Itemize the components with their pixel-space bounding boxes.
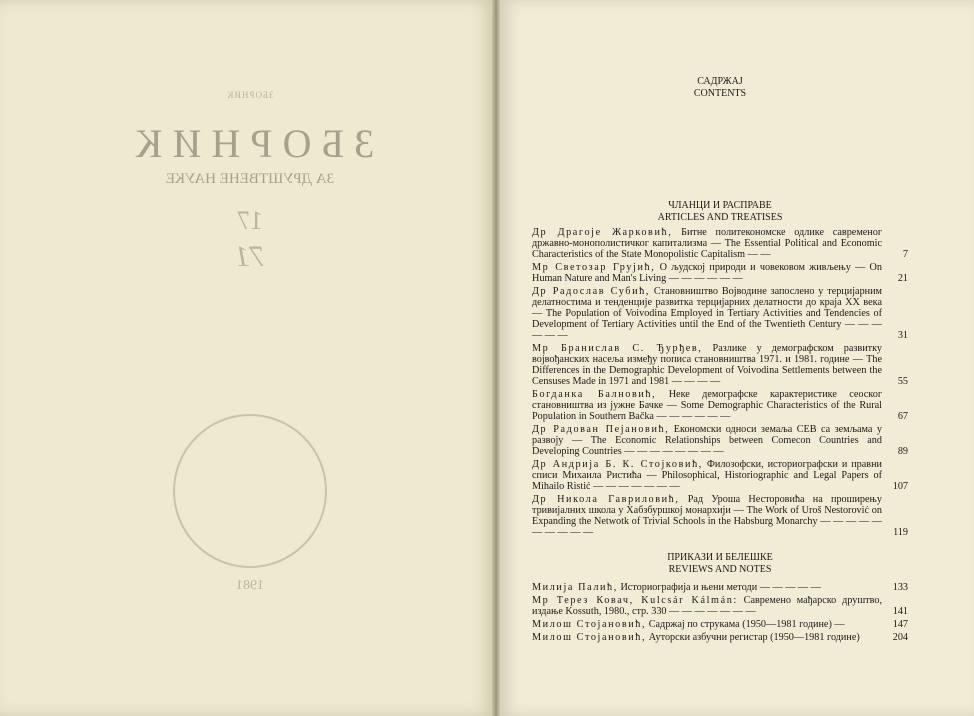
entry-author: Др Андрија Б. К. Стојковић, — [532, 459, 703, 470]
section-title-en: REVIEWS AND NOTES — [668, 564, 772, 575]
toc-entry — [532, 262, 908, 284]
book-gutter — [492, 0, 500, 716]
entry-author: Мр Терез Ковач, Kulcsár Kálmán: — [532, 595, 738, 606]
toc-entry — [532, 424, 908, 457]
entry-author: Милош Стојановић, — [532, 632, 647, 643]
seal-emblem-icon — [173, 414, 327, 568]
toc-entry — [532, 459, 908, 492]
entry-page: 119 — [893, 527, 908, 538]
entry-page: 89 — [897, 446, 908, 457]
entry-title: Рад Уроша Несторовића на проширењу тривијалних школа у Хабзбуршкој монархији — The Work of Uroš Nestorović on Expanding the Netwotk of Trivial Schools in the Habsburg Monarchy — — — — — — — — — — — [532, 494, 883, 538]
entry-title: Економски односи земаља СЕВ са земљама у развоју — The Economic Relationships between Comecon Countries and Developing Countries — — — — — — — — — [532, 424, 882, 457]
entry-author: Милош Стојановић, — [532, 619, 647, 630]
entry-title: О људској природи и човековом живљењу — On Human Nature and Man's Living — — — — — — — [532, 262, 882, 284]
toc-entry — [532, 227, 908, 260]
entry-author: Мр Светозар Грујић, — [532, 262, 656, 273]
entry-page: 141 — [892, 606, 908, 617]
entry-author: Др Никола Гавриловић, — [532, 494, 680, 505]
section-title-sr: ПРИКАЗИ И БЕЛЕШКЕ — [667, 552, 773, 563]
toc-entry — [532, 343, 908, 387]
entry-page: 204 — [892, 632, 908, 643]
entry-title: Становништво Војводине запослено у терцијарним делатностима и тенденције развитка терцијарних делатности до краја XX века — The Population of Voivodina Employed in Tertiary Activities and Tendencies of Development of Tertiary Activities until the End of the Twentieth Century — — — — — — — [532, 286, 883, 341]
entry-title: Неке демографске карактеристике сеоског становништва из јужне Бачке — Some Demographic Characteristics of the Rural Population in Southern Bačka — — — — — — — [532, 389, 882, 422]
entry-author: Др Радослав Субић, — [532, 286, 650, 297]
entry-author: Милија Палић, — [532, 582, 618, 593]
toc-entry — [532, 582, 908, 593]
cover-bleed-through-image: ЗБОРНИК ЗБОРНИК ЗА ДРУШТВЕНЕ НАУКЕ 17 71 1981 — [125, 90, 375, 593]
table-of-contents — [532, 76, 908, 645]
toc-entry — [532, 632, 908, 643]
entry-page: 7 — [902, 249, 908, 260]
section-title-en: ARTICLES AND TREATISES — [657, 212, 783, 223]
entry-title: Ауторски азбучни регистар (1950—1981 године) — [648, 632, 860, 643]
entry-title: Битне политекономске одлике савременог државно-монополистичког капитализма — The Essential Political and Economic Characteristics of the State Monopolistic Capitalism — — — [532, 227, 883, 260]
entry-page: 147 — [892, 619, 908, 630]
entry-title: Садржај по струкама (1950—1981 године) — — [648, 619, 845, 630]
entry-author: Др Радован Пејановић, — [532, 424, 670, 435]
toc-entry — [532, 494, 908, 538]
entry-page: 67 — [897, 411, 908, 422]
toc-entry — [532, 389, 908, 422]
toc-entry — [532, 286, 908, 341]
entry-page: 31 — [897, 330, 908, 341]
contents-title-sr: САДРЖАЈ — [697, 76, 743, 87]
entry-page: 55 — [897, 376, 908, 387]
toc-entry — [532, 595, 908, 617]
entry-title: Историографија и њени методи — — — — — — [620, 582, 821, 593]
entry-page: 107 — [892, 481, 908, 492]
section-title-sr: ЧЛАНЦИ И РАСПРАВЕ — [668, 200, 772, 211]
entry-page: 21 — [897, 273, 908, 284]
entry-title: Савремено мађарско друштво, издање Kossuth, 1980., стр. 330 — — — — — — — — [532, 595, 882, 617]
toc-entry — [532, 619, 908, 630]
entry-title: Разлике у демографском развитку војвођанских насеља између пописа становништва 1971. и 1981. године — The Differences in the Demographic Development of Voivodina Settlements between the Censuses Made in 1971 and 1981 — — — — — [532, 343, 883, 387]
contents-title-en: CONTENTS — [693, 88, 747, 99]
entry-author: Мр Бранислав С. Ђурђев, — [532, 343, 703, 354]
entry-author: Богданка Балновић, — [532, 389, 657, 400]
entry-author: Др Драгоје Жарковић, — [532, 227, 673, 238]
entry-page: 133 — [892, 582, 908, 593]
entry-title: Филозофски, историографски и правни списи Михаила Ристића — Philosophical, Historiographic and Legal Papers of Mihailo Ristić — — — — — — — — [532, 459, 883, 492]
